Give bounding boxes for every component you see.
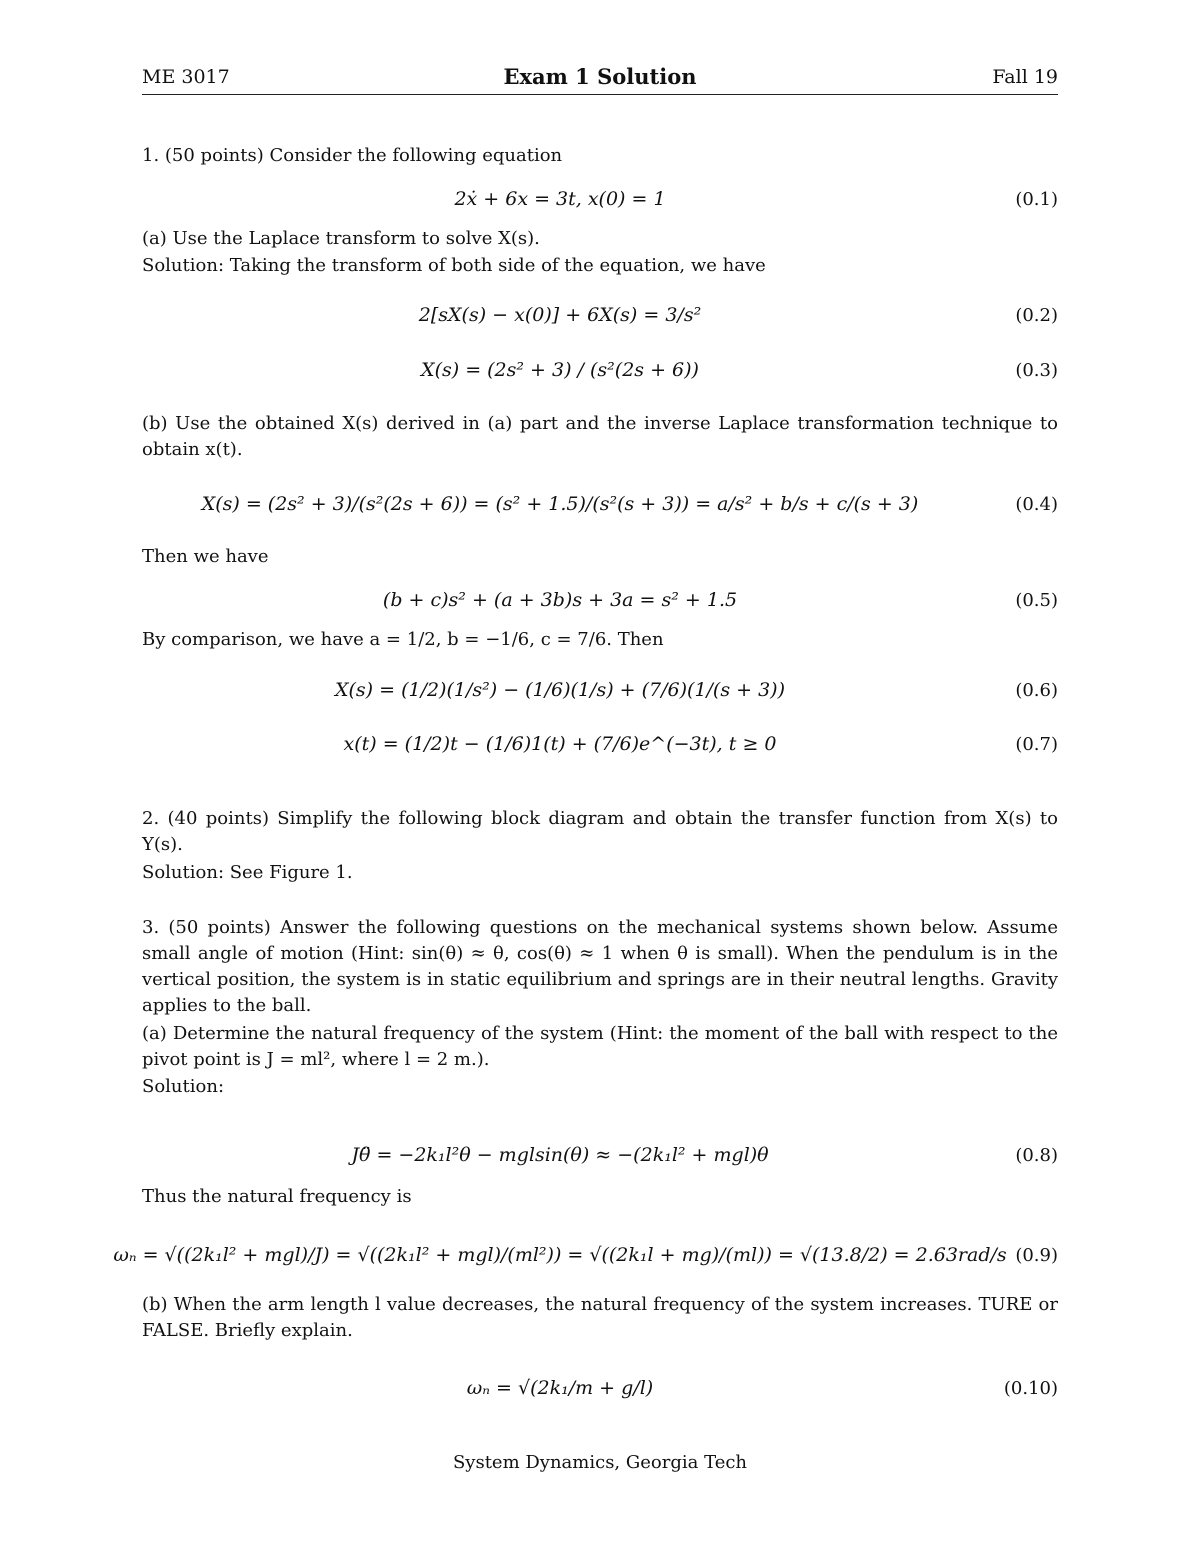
equation-0-3 <box>142 350 1058 390</box>
equation-0-4 <box>142 484 1058 524</box>
equation-number: (0.10) <box>1003 1377 1058 1399</box>
equation-number: (0.8) <box>1015 1144 1058 1166</box>
q2-prompt: 2. (40 points) Simplify the following block diagram and obtain the transfer function from X(s) to Y(s). <box>142 808 1058 855</box>
equation-body: ωₙ = √(2k₁/m + g/l) <box>466 1377 654 1399</box>
q1-part-a: (a) Use the Laplace transform to solve X(s). <box>142 228 540 249</box>
equation-body: (b + c)s² + (a + 3b)s + 3a = s² + 1.5 <box>382 589 738 611</box>
equation-body: 2[sX(s) − x(0)] + 6X(s) = 3/s² <box>418 304 702 326</box>
term-label: Fall 19 <box>992 66 1058 88</box>
equation-0-8 <box>142 1135 1058 1175</box>
page-footer: System Dynamics, Georgia Tech <box>452 1452 748 1473</box>
equation-body: ωₙ = √((2k₁l² + mgl)/J) = √((2k₁l² + mgl)/(ml²)) = √((2k₁l + mg)/(ml)) = √(13.8/2) = 2.63rad/s <box>113 1244 1007 1266</box>
equation-body: X(s) = (2s² + 3)/(s²(2s + 6)) = (s² + 1.5)/(s²(s + 3)) = a/s² + b/s + c/(s + 3) <box>201 493 919 515</box>
equation-number: (0.9) <box>1015 1244 1058 1266</box>
q3-part-b: (b) When the arm length l value decreases, the natural frequency of the system increases. TURE or FALSE. Briefly explain. <box>142 1294 1058 1341</box>
q3-thus: Thus the natural frequency is <box>142 1186 412 1207</box>
equation-0-10 <box>142 1368 1058 1408</box>
equation-0-6 <box>142 670 1058 710</box>
equation-0-7 <box>142 724 1058 764</box>
q1-solution-a: Solution: Taking the transform of both side of the equation, we have <box>142 255 766 276</box>
equation-body: Jθ̈ = −2k₁l²θ − mglsin(θ) ≈ −(2k₁l² + mgl)θ <box>351 1144 769 1166</box>
q1-comparison: By comparison, we have a = 1/2, b = −1/6, c = 7/6. Then <box>142 629 664 650</box>
equation-body: x(t) = (1/2)t − (1/6)1(t) + (7/6)e^(−3t), t ≥ 0 <box>343 733 777 755</box>
equation-number: (0.5) <box>1015 589 1058 611</box>
equation-number: (0.2) <box>1015 304 1058 326</box>
equation-number: (0.6) <box>1015 679 1058 701</box>
q3-solution-label: Solution: <box>142 1076 225 1097</box>
header-rule <box>142 94 1058 95</box>
equation-0-1 <box>142 179 1058 219</box>
equation-body: X(s) = (1/2)(1/s²) − (1/6)(1/s) + (7/6)(1/(s + 3)) <box>334 679 786 701</box>
equation-number: (0.3) <box>1015 359 1058 381</box>
course-code: ME 3017 <box>142 66 230 88</box>
q3-prompt: 3. (50 points) Answer the following questions on the mechanical systems shown below. Assume small angle of motion (Hint: sin(θ) ≈ θ, cos(θ) ≈ 1 when θ is small). When the pendulum is in the vertical position, the system is in static equilibrium and springs are in their neutral lengths. Gravity applies to the ball. <box>142 917 1058 1016</box>
equation-0-9 <box>113 1235 1058 1275</box>
equation-number: (0.1) <box>1015 188 1058 210</box>
page-title: Exam 1 Solution <box>503 64 697 89</box>
equation-0-5 <box>142 580 1058 620</box>
q1-prompt: 1. (50 points) Consider the following equation <box>142 145 563 166</box>
q3-part-a: (a) Determine the natural frequency of the system (Hint: the moment of the ball with respect to the pivot point is J = ml², where l = 2 m.). <box>142 1023 1058 1070</box>
q1-part-b: (b) Use the obtained X(s) derived in (a) part and the inverse Laplace transformation technique to obtain x(t). <box>142 413 1058 460</box>
q1-then: Then we have <box>142 546 269 567</box>
equation-body: X(s) = (2s² + 3) / (s²(2s + 6)) <box>421 359 699 381</box>
q2-solution: Solution: See Figure 1. <box>142 862 353 883</box>
equation-0-2 <box>142 295 1058 335</box>
equation-body: 2ẋ + 6x = 3t, x(0) = 1 <box>454 188 666 210</box>
equation-number: (0.4) <box>1015 493 1058 515</box>
equation-number: (0.7) <box>1015 733 1058 755</box>
